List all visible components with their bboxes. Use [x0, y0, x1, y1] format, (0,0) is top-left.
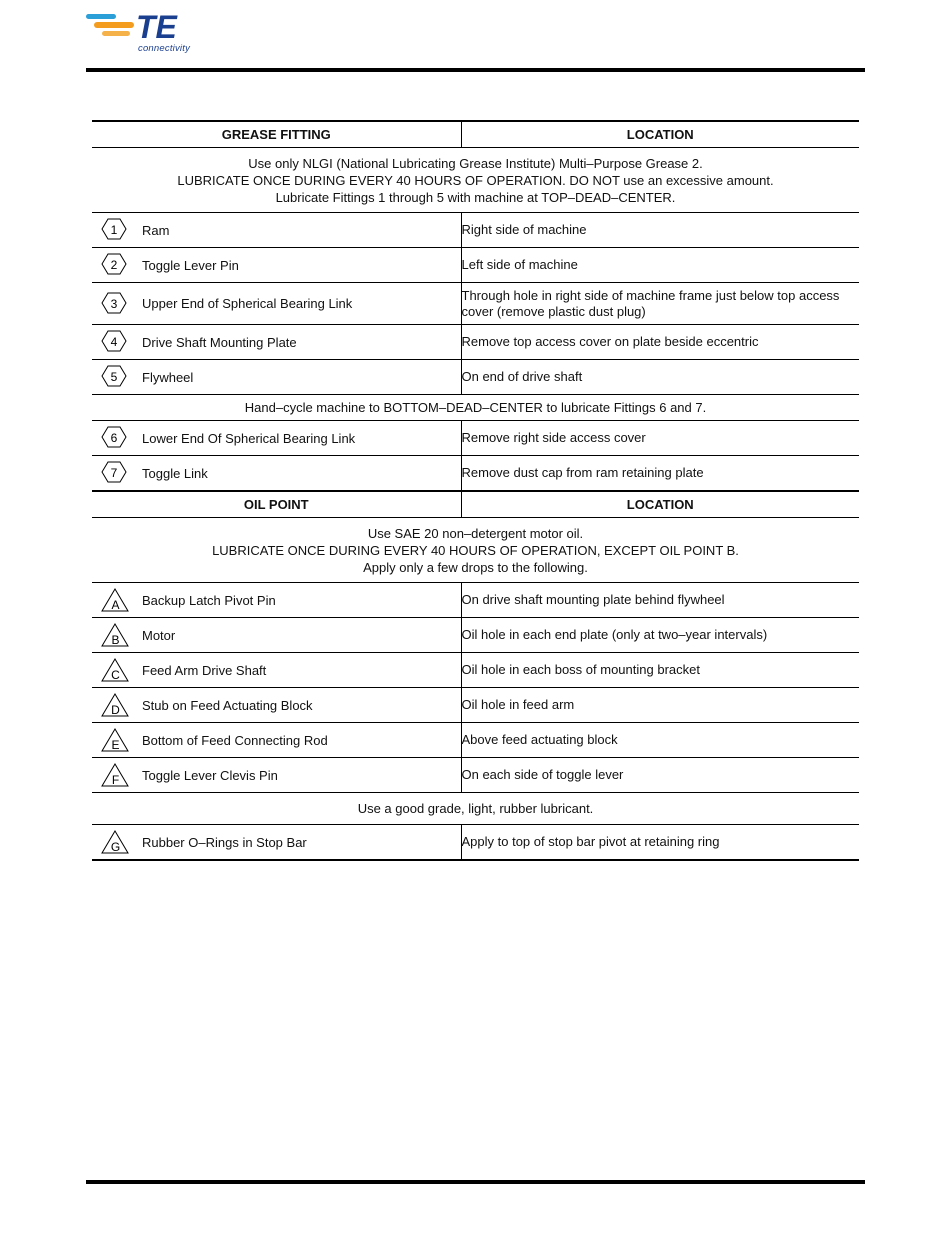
svg-text:6: 6 [110, 431, 118, 445]
oil-point-location: Above feed actuating block [461, 723, 859, 758]
hexagon-symbol-icon [92, 456, 142, 490]
hexagon-symbol-icon [92, 248, 142, 282]
oil-point-location: Oil hole in each end plate (only at two–year intervals) [461, 618, 859, 653]
oil-point-name: Rubber O–Rings in Stop Bar [142, 834, 307, 850]
fitting-name: Toggle Lever Pin [142, 257, 239, 273]
grease-note-line: Lubricate Fittings 1 through 5 with machine at TOP–DEAD–CENTER. [275, 189, 676, 205]
grease-fitting-header: GREASE FITTING [92, 121, 461, 148]
triangle-symbol-icon [92, 758, 142, 792]
table-row [92, 283, 859, 325]
grease-note-row [92, 148, 859, 213]
table-row [92, 723, 859, 758]
grease-header-row [92, 121, 859, 148]
triangle-symbol-icon [92, 618, 142, 652]
table-row [92, 653, 859, 688]
table-row [92, 758, 859, 793]
table-row [92, 325, 859, 360]
lubrication-table [92, 120, 859, 861]
fitting-name: Flywheel [142, 369, 194, 385]
fitting-location: Remove top access cover on plate beside eccentric [461, 325, 859, 360]
oil-point-location: Oil hole in feed arm [461, 688, 859, 723]
fitting-name: Upper End of Spherical Bearing Link [142, 296, 353, 311]
fitting-name: Lower End Of Spherical Bearing Link [142, 430, 356, 446]
triangle-symbol-icon [92, 825, 142, 859]
table-row [92, 421, 859, 456]
oil-note-line: Apply only a few drops to the following. [363, 559, 588, 575]
oil-point-name: Bottom of Feed Connecting Rod [142, 732, 328, 748]
logo-mark: TE [136, 10, 177, 45]
oil-note-line: LUBRICATE ONCE DURING EVERY 40 HOURS OF OPERATION, EXCEPT OIL POINT B. [212, 542, 739, 558]
table-row [92, 688, 859, 723]
table-row [92, 618, 859, 653]
oil-point-name: Feed Arm Drive Shaft [142, 662, 267, 678]
svg-text:B: B [111, 633, 120, 647]
table-row [92, 360, 859, 395]
triangle-symbol-icon [92, 688, 142, 722]
svg-text:4: 4 [110, 335, 118, 349]
fitting-name: Toggle Link [142, 465, 208, 481]
svg-text:1: 1 [110, 223, 118, 237]
fitting-location: Remove dust cap from ram retaining plate [461, 456, 859, 492]
fitting-name: Ram [142, 222, 170, 238]
hexagon-symbol-icon [92, 421, 142, 455]
oil-location-header: LOCATION [461, 491, 859, 518]
hexagon-symbol-icon [92, 213, 142, 247]
svg-text:D: D [111, 703, 120, 717]
grease-mid-note: Hand–cycle machine to BOTTOM–DEAD–CENTER to lubricate Fittings 6 and 7. [92, 395, 859, 421]
oil-point-location: On each side of toggle lever [461, 758, 859, 793]
hexagon-symbol-icon [92, 287, 142, 321]
fitting-location: Right side of machine [461, 213, 859, 248]
oil-point-name: Stub on Feed Actuating Block [142, 697, 313, 713]
table-row [92, 825, 859, 861]
svg-text:2: 2 [110, 258, 118, 272]
oil-point-name: Toggle Lever Clevis Pin [142, 767, 278, 783]
hexagon-symbol-icon [92, 360, 142, 394]
grease-note-line: LUBRICATE ONCE DURING EVERY 40 HOURS OF OPERATION. DO NOT use an excessive amount. [177, 172, 774, 188]
svg-text:A: A [111, 598, 120, 612]
grease-mid-note-row [92, 395, 859, 421]
rubber-note-row [92, 793, 859, 825]
triangle-symbol-icon [92, 653, 142, 687]
svg-text:G: G [110, 840, 121, 854]
svg-text:F: F [111, 773, 120, 787]
svg-text:E: E [111, 738, 120, 752]
svg-text:C: C [111, 668, 120, 682]
table-row [92, 213, 859, 248]
oil-point-name: Backup Latch Pivot Pin [142, 592, 276, 608]
rubber-note: Use a good grade, light, rubber lubricant. [92, 793, 859, 825]
oil-point-location: Oil hole in each boss of mounting bracket [461, 653, 859, 688]
fitting-location: Remove right side access cover [461, 421, 859, 456]
oil-note-row [92, 518, 859, 583]
header-rule [86, 68, 865, 72]
grease-location-header: LOCATION [461, 121, 859, 148]
logo-tagline: connectivity [138, 43, 191, 54]
grease-note-line: Use only NLGI (National Lubricating Grease Institute) Multi–Purpose Grease 2. [248, 155, 703, 171]
svg-text:7: 7 [110, 466, 118, 480]
fitting-location: On end of drive shaft [461, 360, 859, 395]
table-row [92, 583, 859, 618]
footer-rule [86, 1180, 865, 1184]
table-row [92, 456, 859, 492]
svg-text:3: 3 [110, 296, 118, 311]
oil-note-line: Use SAE 20 non–detergent motor oil. [367, 525, 584, 541]
hexagon-symbol-icon [92, 325, 142, 359]
oil-point-header: OIL POINT [92, 491, 461, 518]
table-row [92, 248, 859, 283]
svg-text:5: 5 [110, 370, 118, 384]
fitting-location: Left side of machine [461, 248, 859, 283]
triangle-symbol-icon [92, 583, 142, 617]
oil-header-row [92, 491, 859, 518]
oil-point-location: Apply to top of stop bar pivot at retaining ring [461, 825, 859, 861]
fitting-name: Drive Shaft Mounting Plate [142, 334, 297, 350]
fitting-location: Through hole in right side of machine frame just below top access cover (remove plastic dust plug) [461, 283, 859, 325]
oil-point-location: On drive shaft mounting plate behind flywheel [461, 583, 859, 618]
oil-point-name: Motor [142, 627, 176, 643]
triangle-symbol-icon [92, 723, 142, 757]
